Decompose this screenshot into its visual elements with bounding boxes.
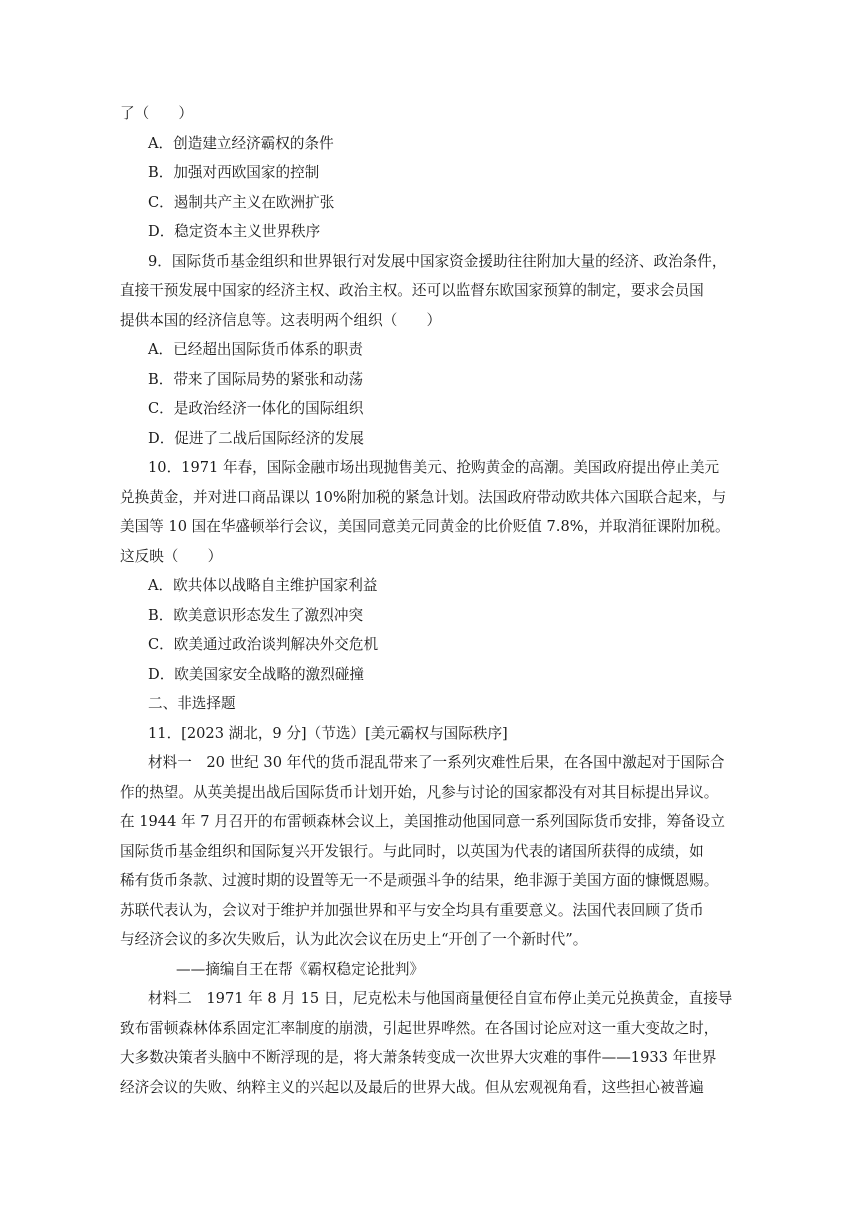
q8-stem-tail: 了（ ） xyxy=(120,105,193,122)
q10-stem-line: 这反映（ ） xyxy=(120,548,223,565)
material1-line: 国际货币基金组织和国际复兴开发银行。与此同时，以英国为代表的诸国所获得的成绩，如 xyxy=(120,843,704,860)
q10-stem-line: 美国等 10 国在华盛顿举行会议，美国同意美元同黄金的比价贬值 7.8%，并取消征课附加税。 xyxy=(120,518,730,535)
material1-line: 在 1944 年 7 月召开的布雷顿森林会议上，美国推动他国同意一系列国际货币安排，筹备设立 xyxy=(120,813,725,830)
material1-line: 作的热望。从英美提出战后国际货币计划开始，凡参与讨论的国家都没有对其目标提出异议。 xyxy=(120,784,719,801)
q8-option-c: C．遏制共产主义在欧洲扩张 xyxy=(148,194,335,211)
q9-option-c: C．是政治经济一体化的国际组织 xyxy=(148,400,364,417)
q9-option-d: D．促进了二战后国际经济的发展 xyxy=(148,430,365,447)
material1-source: ——摘编自王在帮《霸权稳定论批判》 xyxy=(176,961,425,978)
q10-stem-line: 10．1971 年春，国际金融市场出现抛售美元、抢购黄金的高潮。美国政府提出停止美元 xyxy=(148,459,720,476)
q9-stem-line: 直接干预发展中国家的经济主权、政治主权。还可以监督东欧国家预算的制定，要求会员国 xyxy=(120,282,704,299)
q10-option-b: B．欧美意识形态发生了激烈冲突 xyxy=(148,607,364,624)
q9-option-a: A．已经超出国际货币体系的职责 xyxy=(148,341,363,358)
section-heading: 二、非选择题 xyxy=(148,695,236,712)
q11-title: 11．[2023 湖北，9 分]（节选）[美元霸权与国际秩序] xyxy=(148,725,508,742)
q10-option-a: A．欧共体以战略自主维护国家利益 xyxy=(148,577,378,594)
q9-option-b: B．带来了国际局势的紧张和动荡 xyxy=(148,371,364,388)
q9-stem-line: 9．国际货币基金组织和世界银行对发展中国家资金援助往往附加大量的经济、政治条件， xyxy=(148,253,727,270)
q8-option-b: B．加强对西欧国家的控制 xyxy=(148,164,320,181)
q10-option-d: D．欧美国家安全战略的激烈碰撞 xyxy=(148,666,365,683)
material1-line: 苏联代表认为，会议对于维护并加强世界和平与安全均具有重要意义。法国代表回顾了货币 xyxy=(120,902,704,919)
q10-option-c: C．欧美通过政治谈判解决外交危机 xyxy=(148,636,379,653)
q8-option-d: D．稳定资本主义世界秩序 xyxy=(148,223,321,240)
material2-line: 大多数决策者头脑中不断浮现的是，将大萧条转变成一次世界大灾难的事件——1933 年世界 xyxy=(120,1049,717,1066)
q9-stem-line: 提供本国的经济信息等。这表明两个组织（ ） xyxy=(120,312,442,329)
material1-line: 与经济会议的多次失败后，认为此次会议在历史上“开创了一个新时代”。 xyxy=(120,931,588,948)
material2-line: 经济会议的失败、纳粹主义的兴起以及最后的世界大战。但从宏观视角看，这些担心被普遍 xyxy=(120,1079,704,1096)
material2-line: 致布雷顿森林体系固定汇率制度的崩溃，引起世界哗然。在各国讨论应对这一重大变故之时， xyxy=(120,1020,719,1037)
material2-line: 材料二 1971 年 8 月 15 日，尼克松未与他国商量便径自宣布停止美元兑换黄金，直接导 xyxy=(148,990,733,1007)
q10-stem-line: 兑换黄金，并对进口商品课以 10%附加税的紧急计划。法国政府带动欧共体六国联合起来，与 xyxy=(120,489,727,506)
q8-option-a: A．创造建立经济霸权的条件 xyxy=(148,135,334,152)
material1-line: 材料一 20 世纪 30 年代的货币混乱带来了一系列灾难性后果，在各国中激起对于国际合 xyxy=(148,754,725,771)
material1-line: 稀有货币条款、过渡时期的设置等无一不是顽强斗争的结果，绝非源于美国方面的慷慨恩赐。 xyxy=(120,872,719,889)
